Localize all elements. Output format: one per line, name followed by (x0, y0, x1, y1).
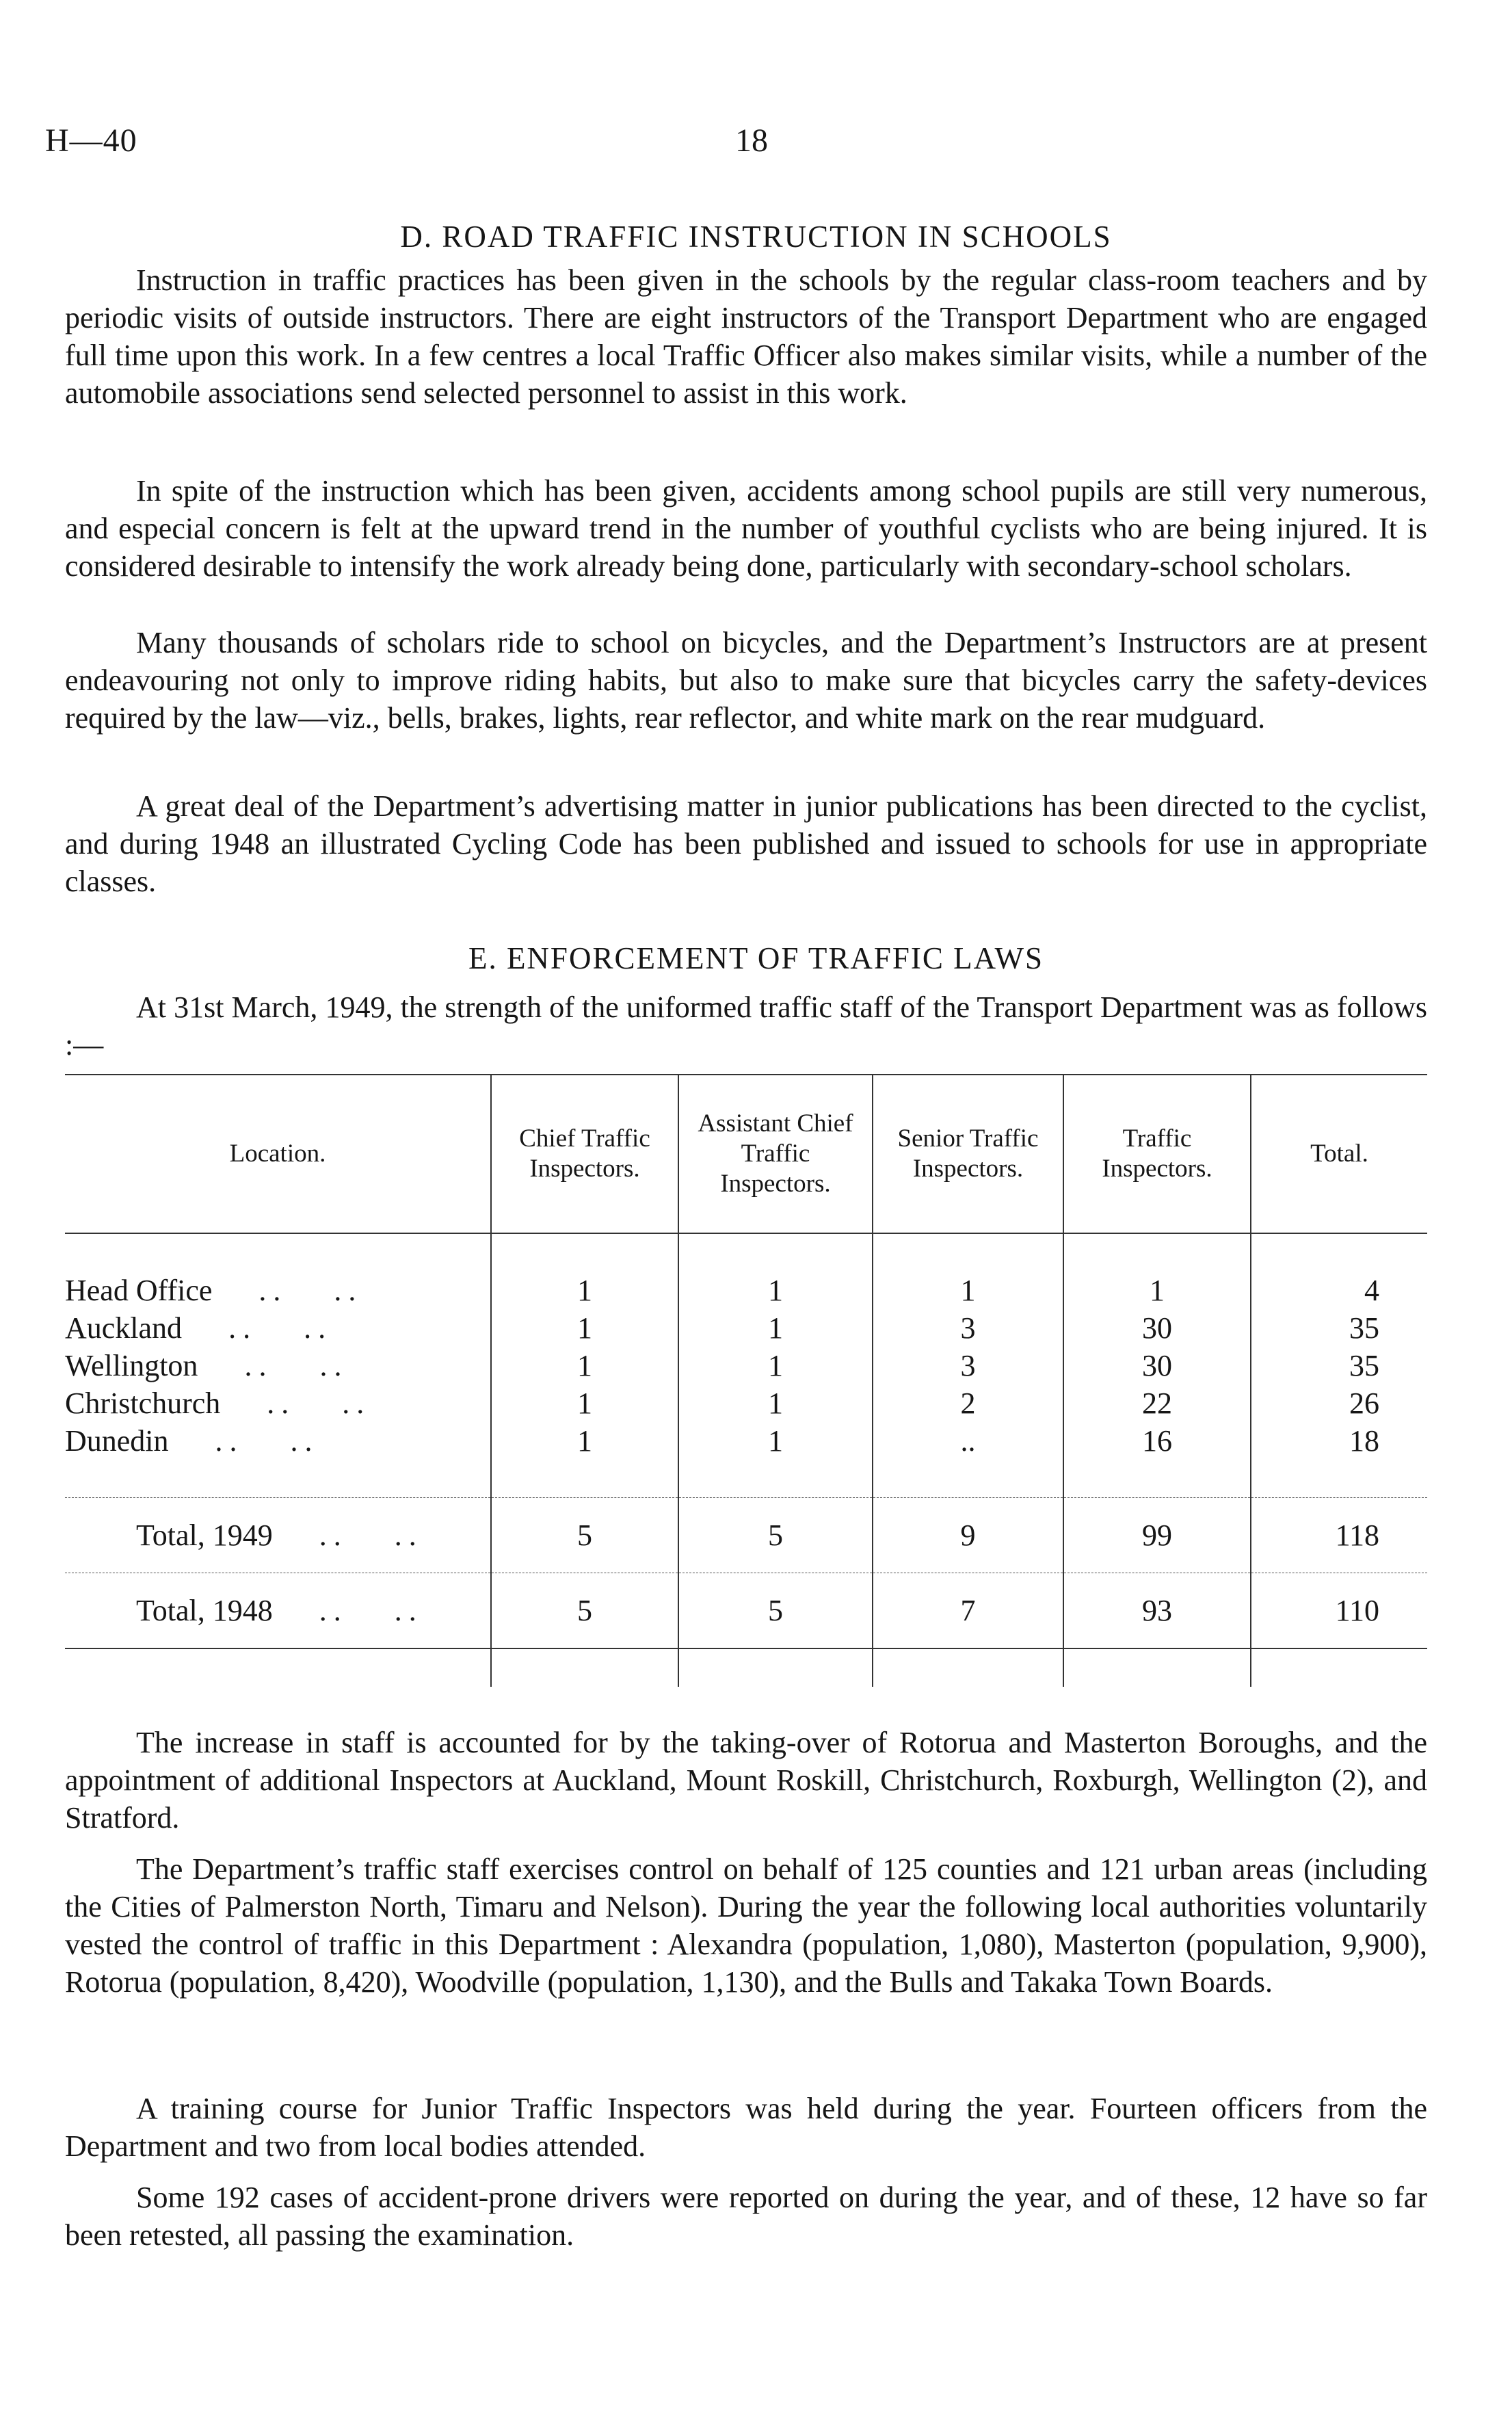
leader-dots: .. (228, 1311, 258, 1345)
leader-dots: .. (215, 1424, 244, 1458)
section-d-paragraph: A great deal of the Department’s advertising matter in junior publications has been directed to the cyclist, and during 1948 an illustrated Cycling Code has been published and issued to schools for use in appropriate classes. (65, 789, 1427, 898)
section-e-paragraph: The increase in staff is accounted for by the taking-over of Rotorua and Masterton Boroughs, and the appointment of additional Inspectors at Auckland, Mount Roskill, Christchurch, Roxburgh, Wellington (2), and Stratford. (65, 1726, 1427, 1835)
cell-assistant: 1 (678, 1422, 873, 1460)
cell-total: 26 (1251, 1384, 1427, 1422)
section-e-paragraph: The Department’s traffic staff exercises control on behalf of 125 counties and 121 urban areas (including the Cities of Palmerston North, Timaru and Nelson). During the year the following local authorities voluntarily vested the control of traffic in this Department : Alexandra (population, 1,080), Masterton (population, 9,900), Rotorua (population, 8,420), Woodville (population, 1,130), and the Bulls and Takaka Town Boards. (65, 1852, 1427, 1999)
cell-senior: 3 (873, 1347, 1063, 1384)
cell-traffic: 93 (1063, 1573, 1251, 1648)
table-header-row (65, 1075, 1427, 1233)
leader-dots: .. (394, 1593, 423, 1627)
cell-assistant: 1 (678, 1309, 873, 1347)
leader-dots: .. (334, 1274, 363, 1307)
cell-senior: .. (873, 1422, 1063, 1460)
cell-chief: 1 (491, 1272, 678, 1309)
cell-traffic: 30 (1063, 1347, 1251, 1384)
cell-chief: 1 (491, 1422, 678, 1460)
leader-dots: .. (319, 1519, 348, 1552)
row-location: Auckland (65, 1311, 183, 1345)
table-row (65, 1384, 1427, 1422)
section-e-title: E. ENFORCEMENT OF TRAFFIC LAWS (468, 941, 1044, 975)
traffic-staff-table (65, 1074, 1427, 1687)
cell-senior: 9 (873, 1498, 1063, 1573)
row-location: Head Office (65, 1274, 213, 1307)
leader-dots: .. (258, 1274, 288, 1307)
leader-dots: .. (394, 1519, 423, 1552)
total-row (65, 1573, 1427, 1648)
cell-total: 35 (1251, 1347, 1427, 1384)
table-row (65, 1422, 1427, 1460)
cell-traffic: 30 (1063, 1309, 1251, 1347)
section-e-intro: At 31st March, 1949, the strength of the uniformed traffic staff of the Transport Department was as follows :— (65, 990, 1427, 1062)
cell-traffic: 99 (1063, 1498, 1251, 1573)
section-e-paragraph: Some 192 cases of accident-prone drivers were reported on during the year, and of these, 12 have so far been retested, all passing the examination. (65, 2181, 1427, 2252)
cell-traffic: 16 (1063, 1422, 1251, 1460)
header-chief: Chief Traffic Inspectors. (491, 1075, 678, 1233)
cell-chief: 5 (491, 1498, 678, 1573)
leader-dots: .. (304, 1311, 333, 1345)
cell-assistant: 5 (678, 1498, 873, 1573)
table-end-rule (65, 1648, 1427, 1687)
leader-dots: .. (267, 1387, 296, 1420)
leader-dots: .. (319, 1349, 349, 1382)
header-senior: Senior Traffic Inspectors. (873, 1075, 1063, 1233)
cell-chief: 1 (491, 1384, 678, 1422)
cell-assistant: 1 (678, 1272, 873, 1309)
leader-dots: .. (290, 1424, 319, 1458)
section-d-paragraph: Instruction in traffic practices has been given in the schools by the regular class-room teachers and by periodic visits of outside instructors. There are eight instructors of the Transport Department who are engaged full time upon this work. In a few centres a local Traffic Officer also makes similar visits, while a number of the automobile associations send selected personnel to assist in this work. (65, 263, 1427, 410)
section-e-paragraph: A training course for Junior Traffic Inspectors was held during the year. Fourteen officers from the Department and two from local bodies attended. (65, 2092, 1427, 2163)
leader-dots: .. (342, 1387, 371, 1420)
section-d-title: D. ROAD TRAFFIC INSTRUCTION IN SCHOOLS (400, 220, 1112, 254)
header-assistant: Assistant Chief Traffic Inspectors. (678, 1075, 873, 1233)
header-traffic: Traffic Inspectors. (1063, 1075, 1251, 1233)
cell-senior: 7 (873, 1573, 1063, 1648)
spacer-row (65, 1460, 1427, 1498)
leader-dots: .. (319, 1593, 348, 1627)
section-d-paragraph: In spite of the instruction which has been given, accidents among school pupils are still very numerous, and especial concern is felt at the upward trend in the number of youthful cyclists who are being injured. It is considered desirable to intensify the work already being done, particularly with secondary-school scholars. (65, 474, 1427, 583)
table-row (65, 1347, 1427, 1384)
cell-assistant: 1 (678, 1347, 873, 1384)
row-location: Christchurch (65, 1387, 221, 1420)
row-location: Dunedin (65, 1424, 169, 1458)
header-total: Total. (1251, 1075, 1427, 1233)
cell-senior: 1 (873, 1272, 1063, 1309)
page-number: 18 (735, 122, 768, 159)
page-reference: H—40 (45, 122, 137, 159)
cell-total: 35 (1251, 1309, 1427, 1347)
total-label: Total, 1948 (136, 1593, 273, 1627)
cell-assistant: 1 (678, 1384, 873, 1422)
total-label: Total, 1949 (136, 1519, 273, 1552)
section-d-paragraph: Many thousands of scholars ride to school on bicycles, and the Department’s Instructors are at present endeavouring not only to improve riding habits, but also to make sure that bicycles carry the safety-devices required by the law—viz., bells, brakes, lights, rear reflector, and white mark on the rear mudguard. (65, 626, 1427, 735)
leader-dots: .. (244, 1349, 274, 1382)
cell-total: 110 (1251, 1573, 1427, 1648)
row-location: Wellington (65, 1349, 198, 1382)
cell-senior: 2 (873, 1384, 1063, 1422)
cell-total: 118 (1251, 1498, 1427, 1573)
header-rule (65, 1233, 1427, 1272)
cell-traffic: 1 (1063, 1272, 1251, 1309)
table-row (65, 1272, 1427, 1309)
cell-assistant: 5 (678, 1573, 873, 1648)
cell-chief: 1 (491, 1309, 678, 1347)
cell-traffic: 22 (1063, 1384, 1251, 1422)
cell-total: 18 (1251, 1422, 1427, 1460)
header-location: Location. (229, 1140, 326, 1168)
table-row (65, 1309, 1427, 1347)
cell-total: 4 (1251, 1272, 1427, 1309)
total-row (65, 1498, 1427, 1573)
cell-chief: 1 (491, 1347, 678, 1384)
cell-senior: 3 (873, 1309, 1063, 1347)
cell-chief: 5 (491, 1573, 678, 1648)
